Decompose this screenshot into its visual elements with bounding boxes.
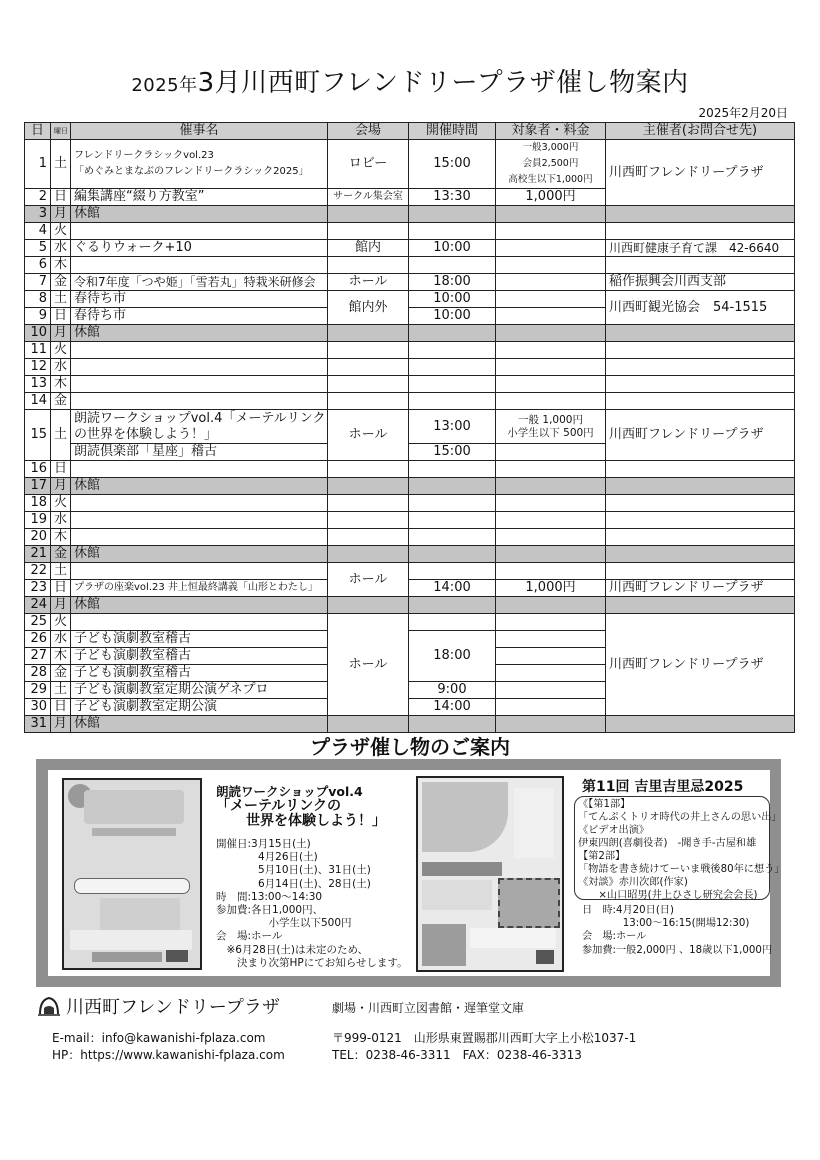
dow: 金: [51, 546, 71, 563]
dow: 日: [51, 699, 71, 716]
day: 18: [25, 495, 51, 512]
event: 春待ち市: [71, 291, 328, 308]
homepage-link[interactable]: HP：https://www.kawanishi-fplaza.com: [52, 1048, 285, 1062]
dow: 月: [51, 597, 71, 614]
time: 14:00: [409, 699, 496, 716]
dow: 月: [51, 716, 71, 733]
day: 24: [25, 597, 51, 614]
fee-line: 一般 1,000円: [518, 413, 583, 426]
table-row: [25, 580, 795, 597]
fee: [496, 410, 606, 444]
time: 13:00: [409, 410, 496, 444]
table-row: [25, 240, 795, 257]
fee: 1,000円: [496, 189, 606, 206]
event: 子ども演劇教室稽古: [71, 648, 328, 665]
dow: 月: [51, 325, 71, 342]
table-row: [25, 410, 795, 444]
col-venue: 会場: [328, 123, 409, 140]
dow: 日: [51, 580, 71, 597]
table-row-closed: [25, 716, 795, 733]
dow: 水: [51, 240, 71, 257]
day: 14: [25, 393, 51, 410]
table-row: [25, 512, 795, 529]
dow: 水: [51, 359, 71, 376]
day: 31: [25, 716, 51, 733]
event: [71, 140, 328, 189]
table-row-closed: [25, 325, 795, 342]
table-row: [25, 342, 795, 359]
dow: 水: [51, 631, 71, 648]
dow: 日: [51, 308, 71, 325]
day: 2: [25, 189, 51, 206]
program-line: 「物語を書き続けてーいま戦後80年に想う」: [578, 864, 785, 875]
kirikiri-flyer-image: [416, 776, 564, 972]
day: 12: [25, 359, 51, 376]
program-line: ×山口昭男(井上ひさし研究会会長): [578, 890, 758, 901]
event: 休館: [71, 206, 328, 223]
workshop-details: 開催日:3月15日(土) 4月26日(土) 5月10日(土)、31日(土) 6月14日(土)、28日(土) 時 間:13:00～14:30 参加費:各日1,000円、 小学生以下500円 会 場:ホール ※6月28日(土)は未定のため、 決まり次第HPにてお知らせします。: [216, 838, 408, 969]
col-dow: 曜日: [51, 123, 71, 140]
event: 子ども演劇教室稽古: [71, 631, 328, 648]
day: 17: [25, 478, 51, 495]
organizer: 川西町フレンドリープラザ: [606, 614, 795, 716]
event: 子ども演劇教室定期公演ゲネプロ: [71, 682, 328, 699]
kirikiri-title: 第11回 吉里吉里忌2025: [582, 779, 744, 795]
promo-heading: プラザ催し物のご案内: [310, 735, 510, 759]
table-row-closed: [25, 478, 795, 495]
event-line: 「めぐみとまなぶのフレンドリークラシック2025」: [74, 166, 309, 177]
day: 1: [25, 140, 51, 189]
dow: 火: [51, 223, 71, 240]
fee-line: 会員2,500円: [522, 158, 579, 169]
table-row-closed: [25, 206, 795, 223]
organizer: 川西町フレンドリープラザ: [606, 140, 795, 206]
event: 休館: [71, 716, 328, 733]
table-row: [25, 359, 795, 376]
dow: 木: [51, 648, 71, 665]
workshop-title: [216, 784, 386, 829]
dow: 日: [51, 461, 71, 478]
dow: 土: [51, 563, 71, 580]
time: 9:00: [409, 682, 496, 699]
day: 27: [25, 648, 51, 665]
dow: 土: [51, 291, 71, 308]
day: 19: [25, 512, 51, 529]
event: ぐるりウォーク+10: [71, 240, 328, 257]
day: 8: [25, 291, 51, 308]
time: 15:00: [409, 140, 496, 189]
venue: サークル集会室: [328, 189, 409, 206]
col-organizer: 主催者(お問合せ先): [606, 123, 795, 140]
event: 休館: [71, 325, 328, 342]
kirikiri-details: 日 時:4月20日(日) 13:00～16:15(開場12:30) 会 場:ホール 参加費:一般2,000円 、18歳以下1,000円: [582, 905, 773, 956]
event-line: の世界を体験しよう！」: [74, 426, 218, 442]
day: 6: [25, 257, 51, 274]
day: 21: [25, 546, 51, 563]
fee-line: 高校生以下1,000円: [508, 174, 593, 185]
footer-org: [38, 993, 280, 1019]
dow: 水: [51, 512, 71, 529]
venue: ロビー: [328, 140, 409, 189]
day: 3: [25, 206, 51, 223]
dow: 木: [51, 529, 71, 546]
event: 休館: [71, 597, 328, 614]
day: 23: [25, 580, 51, 597]
event-line: フレンドリークラシックvol.23: [74, 150, 214, 161]
table-row: [25, 614, 795, 631]
table-row: [25, 563, 795, 580]
dow: 火: [51, 614, 71, 631]
title-main: 3月川西町フレンドリープラザ催し物案内: [197, 68, 689, 98]
table-row: [25, 291, 795, 308]
event: プラザの座楽vol.23 井上恒最終講義「山形とわたし」: [71, 580, 328, 597]
tel-fax: TEL：0238-46-3311 FAX：0238-46-3313: [332, 1048, 582, 1062]
day: 20: [25, 529, 51, 546]
time: 10:00: [409, 308, 496, 325]
organizer: 川西町フレンドリープラザ: [606, 580, 795, 597]
promo-panel: [36, 759, 785, 987]
day: 7: [25, 274, 51, 291]
contact-web: [52, 1030, 285, 1064]
dow: 木: [51, 257, 71, 274]
table-row: [25, 274, 795, 291]
org-name: 川西町フレンドリープラザ: [66, 997, 280, 1018]
day: 11: [25, 342, 51, 359]
schedule-table: [24, 122, 795, 733]
event: 子ども演劇教室定期公演: [71, 699, 328, 716]
event: 休館: [71, 546, 328, 563]
venue: ホール: [328, 563, 409, 597]
title-year: 2025年: [131, 75, 198, 96]
fee-line: 小学生以下 500円: [507, 426, 594, 439]
day: 5: [25, 240, 51, 257]
contact-address: [332, 1030, 636, 1064]
dow: 日: [51, 189, 71, 206]
table-header: [25, 123, 795, 140]
fee: 1,000円: [496, 580, 606, 597]
day: 26: [25, 631, 51, 648]
kirikiri-program-box: [574, 796, 785, 901]
venue: 館内: [328, 240, 409, 257]
promo-panel-inner: [48, 770, 785, 976]
time: 14:00: [409, 580, 496, 597]
organizer: 稲作振興会川西支部: [606, 274, 795, 291]
day: 28: [25, 665, 51, 682]
day: 25: [25, 614, 51, 631]
dow: 金: [51, 665, 71, 682]
plaza-logo-icon: [38, 996, 60, 1016]
day: 30: [25, 699, 51, 716]
day: 9: [25, 308, 51, 325]
col-event: 催事名: [71, 123, 328, 140]
workshop-title-line: 朗読ワークショップvol.4: [216, 784, 363, 799]
event-line: 朗読ワークショップvol.4「メーテルリンク: [74, 410, 326, 426]
dow: 火: [51, 495, 71, 512]
program-line: 「てんぷくトリオ時代の井上さんの思い出」: [578, 812, 782, 823]
dow: 土: [51, 682, 71, 699]
facilities: 劇場・川西町立図書館・遅筆堂文庫: [332, 1001, 525, 1015]
day: 4: [25, 223, 51, 240]
table-row: [25, 393, 795, 410]
workshop-title-line: 世界を体験しよう！」: [246, 813, 386, 829]
event: 朗読倶楽部「星座」稽古: [71, 444, 328, 461]
venue: ホール: [328, 410, 409, 461]
event: 編集講座“綴り方教室”: [71, 189, 328, 206]
dow: 金: [51, 274, 71, 291]
program-line: 【第2部】: [578, 851, 626, 862]
day: 10: [25, 325, 51, 342]
dow: 月: [51, 206, 71, 223]
organizer: 川西町健康子育て課 42-6640: [606, 240, 795, 257]
time: 18:00: [409, 631, 496, 682]
table-row: [25, 376, 795, 393]
address: 〒999-0121 山形県東置賜郡川西町大字上小松1037-1: [332, 1031, 637, 1045]
time: 10:00: [409, 240, 496, 257]
program-line: 《【第1部】: [578, 799, 631, 810]
table-row-closed: [25, 546, 795, 563]
time: 18:00: [409, 274, 496, 291]
table-row: [25, 461, 795, 478]
day: 22: [25, 563, 51, 580]
time: 13:30: [409, 189, 496, 206]
col-time: 開催時間: [409, 123, 496, 140]
organizer: 川西町フレンドリープラザ: [606, 410, 795, 461]
table-row: [25, 140, 795, 189]
event: 春待ち市: [71, 308, 328, 325]
col-day: 日: [25, 123, 51, 140]
event: 子ども演劇教室稽古: [71, 665, 328, 682]
dow: 土: [51, 140, 71, 189]
workshop-title-line: 「メーテルリンクの: [216, 798, 342, 814]
day: 29: [25, 682, 51, 699]
workshop-flyer-image: [62, 778, 202, 970]
table-row: [25, 223, 795, 240]
fee-line: 一般3,000円: [522, 142, 579, 153]
dow: 土: [51, 410, 71, 461]
program-line: 《ビデオ出演》: [578, 825, 650, 836]
organizer: 川西町観光協会 54-1515: [606, 291, 795, 325]
program-line: 《対談》赤川次郎(作家): [578, 877, 688, 888]
email-link[interactable]: E-mail：info@kawanishi-fplaza.com: [52, 1031, 266, 1045]
venue: ホール: [328, 274, 409, 291]
col-fee: 対象者・料金: [496, 123, 606, 140]
day: 13: [25, 376, 51, 393]
event: 令和7年度「つや姫」「雪若丸」特栽米研修会: [71, 274, 328, 291]
time: 10:00: [409, 291, 496, 308]
table-row: [25, 529, 795, 546]
dow: 月: [51, 478, 71, 495]
dow: 火: [51, 342, 71, 359]
table-row-closed: [25, 597, 795, 614]
program-line: 伊東四朗(喜劇役者) -聞き手-古屋和雄: [578, 838, 757, 849]
page-title: [0, 62, 820, 99]
venue: ホール: [328, 614, 409, 716]
event: 休館: [71, 478, 328, 495]
dow: 金: [51, 393, 71, 410]
time: 15:00: [409, 444, 496, 461]
day: 16: [25, 461, 51, 478]
table-row: [25, 257, 795, 274]
day: 15: [25, 410, 51, 461]
event: [71, 410, 328, 444]
fee: [496, 140, 606, 189]
issue-date: 2025年2月20日: [698, 106, 788, 120]
venue: 館内外: [328, 291, 409, 325]
dow: 木: [51, 376, 71, 393]
table-row: [25, 495, 795, 512]
